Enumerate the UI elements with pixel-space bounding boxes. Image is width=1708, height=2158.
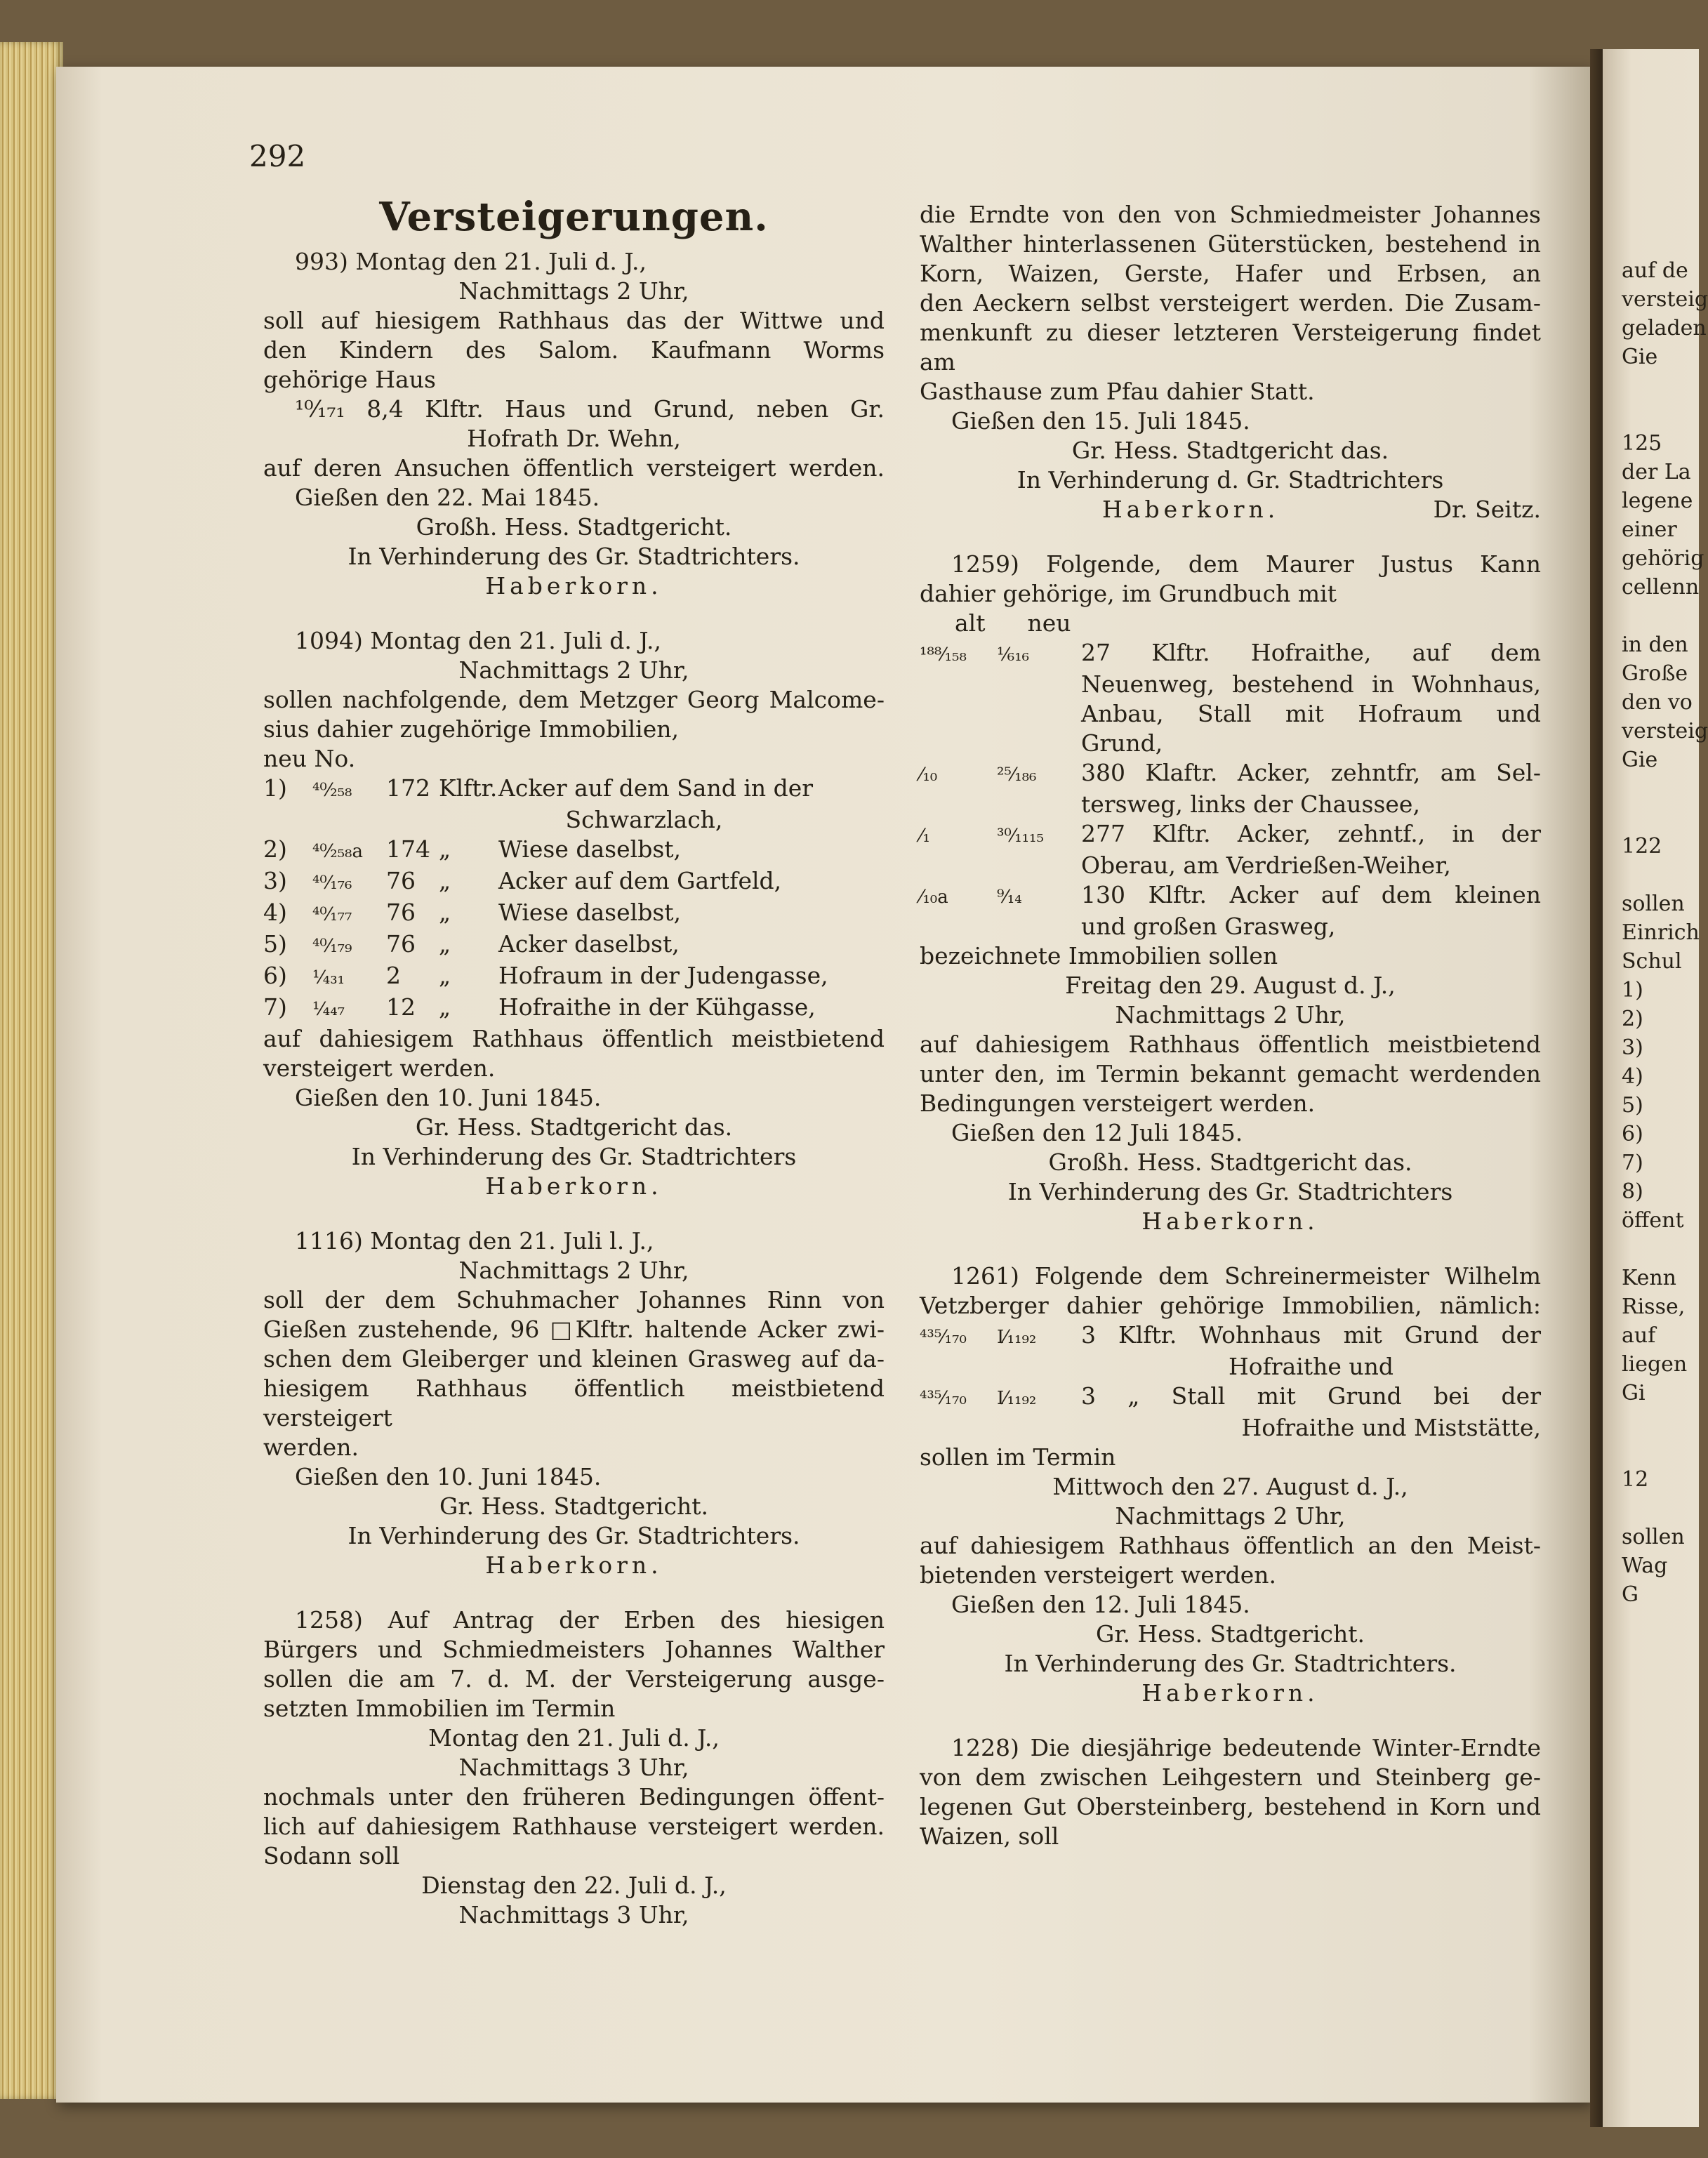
facing-page-line: Große xyxy=(1622,661,1688,686)
notice-header: 1094) Montag den 21. Juli d. J., xyxy=(295,627,662,654)
facing-page-line xyxy=(1622,1494,1699,1523)
facing-page-line: 7) xyxy=(1622,1151,1643,1175)
facing-page-line: versteig xyxy=(1622,287,1708,312)
list-item: ⁴³⁵⁄₁₇₀ I⁄₁₁₉₂ 3 Klftr. Wohnhaus mit Grund der xyxy=(920,1321,1541,1349)
facing-page-line xyxy=(1622,400,1699,429)
facing-page-line: 12 xyxy=(1622,1467,1649,1492)
notice-1228: 1228) Die diesjährige bedeutende Winter-Erndte von dem zwischen Leihgestern und Steinberg ge- legenen Gut Obersteinberg, bestehend in Korn und Waizen, soll xyxy=(920,1734,1541,1850)
facing-page-line xyxy=(1622,803,1699,832)
facing-page-line: den vo xyxy=(1622,690,1693,715)
list-item: ⁄₁₀a ⁹⁄₁₄ 130 Klftr. Acker auf dem kleinen xyxy=(920,881,1541,908)
facing-page-line: Schul xyxy=(1622,949,1682,974)
notice-1259: 1259) Folgende, dem Maurer Justus Kann dahier gehörige, im Grundbuch mit alt neu ¹⁸⁸⁄₁₅₈ ¹⁄₆₁₆ 27 Klftr. Hofraithe, auf dem Neuenweg, bestehend in Wohnhaus, Anbau, Stall mit Hofraum und Grund, ⁄₁₀ ²⁵⁄₁₈₆ 380 Klaftr. Acker, zehntfr, am Sel- tersweg, links der Chaussee, ⁄₁ ³⁰⁄₁₁₁₅ 277 Klftr. Acker, zehntf., in der Oberau, am Verdrießen-Weiher, ⁄₁₀a ⁹⁄₁₄ 130 Klftr. Acker auf dem kleinen und großen Grasweg, bezeichnete Immobilien sollen Freitag den 29. August d. J., Nachmittags 2 Uhr, auf dahiesigem Rathhaus öffentlich meistbietend unter den, im Termin bekannt gemacht werdenden Bedingungen versteigert werden. Gießen den 12 Juli 1845. Großh. Hess. Stadtgericht das. In Verhinderung des Gr. Stadtrichters Haberkorn. xyxy=(920,550,1541,1235)
facing-page-line: Gi xyxy=(1622,1381,1646,1405)
notice-header: 1259) Folgende, dem Maurer Justus Kann xyxy=(951,550,1541,578)
facing-page-line: 125 xyxy=(1622,431,1662,456)
facing-page-line: geladen xyxy=(1622,316,1707,340)
notice-header: 1261) Folgende dem Schreinermeister Wilhelm xyxy=(951,1262,1541,1290)
facing-page-line: Risse, xyxy=(1622,1295,1686,1319)
notice-date: Gießen den 12. Juli 1845. xyxy=(951,1591,1250,1618)
facing-page-line xyxy=(1622,861,1699,889)
facing-page-line: auf xyxy=(1622,1323,1656,1348)
facing-page-line xyxy=(1622,1436,1699,1465)
signature: Haberkorn. xyxy=(485,572,663,600)
facing-page-line: Gie xyxy=(1622,345,1658,369)
facing-page-line: 3) xyxy=(1622,1035,1643,1060)
facing-page-line: auf de xyxy=(1622,258,1688,283)
facing-page-line xyxy=(1622,1408,1699,1436)
facing-page-line xyxy=(1622,602,1699,630)
signature: Haberkorn. xyxy=(485,1172,663,1200)
signature: Haberkorn. xyxy=(1141,1207,1319,1235)
facing-page-line: 122 xyxy=(1622,834,1662,859)
facing-page-line: sollen xyxy=(1622,892,1685,916)
facing-page-line: in den xyxy=(1622,633,1688,657)
facing-page-line: 1) xyxy=(1622,978,1643,1002)
list-item: 7) ¹⁄₄₄₇ 12 „ Hofraithe in der Kühgasse, xyxy=(263,993,816,1021)
facing-page-line: 5) xyxy=(1622,1093,1643,1118)
section-title: Versteigerungen. xyxy=(379,194,769,240)
facing-page-line: G xyxy=(1622,1582,1639,1607)
right-column xyxy=(920,200,1541,1876)
notice-header: 1228) Die diesjährige bedeutende Winter-Erndte xyxy=(951,1734,1541,1761)
facing-page-line xyxy=(1622,774,1699,803)
facing-page-line: 4) xyxy=(1622,1064,1643,1089)
facing-page-line: einer xyxy=(1622,517,1677,542)
facing-page-line: Kenn xyxy=(1622,1266,1677,1290)
list-item: ⁄₁ ³⁰⁄₁₁₁₅ 277 Klftr. Acker, zehntf., in der xyxy=(920,820,1541,847)
facing-page-line xyxy=(1622,371,1699,400)
list-item: ¹⁸⁸⁄₁₅₈ ¹⁄₆₁₆ 27 Klftr. Hofraithe, auf dem xyxy=(920,639,1541,666)
notice-date: Gießen den 10. Juni 1845. xyxy=(295,1084,602,1111)
list-item: 4) ⁴⁰⁄₁₇₇ 76 „ Wiese daselbst, xyxy=(263,899,682,926)
notice-date: Gießen den 10. Juni 1845. xyxy=(295,1463,602,1490)
notice-date: Gießen den 12 Juli 1845. xyxy=(951,1119,1243,1146)
list-item: ⁴³⁵⁄₁₇₀ I⁄₁₁₉₂ 3 „ Stall mit Grund bei der xyxy=(920,1382,1541,1410)
facing-page-line: öffent xyxy=(1622,1208,1684,1233)
notice-1116: 1116) Montag den 21. Juli l. J., Nachmittags 2 Uhr, soll der dem Schuhmacher Johannes Rinn von Gießen zustehende, 96 □Klftr. haltende Acker zwi- schen dem Gleiberger und kleinen Grasweg auf da- hiesigem Rathhaus öffentlich meistbietend versteigert werden. Gießen den 10. Juni 1845. Gr. Hess. Stadtgericht. In Verhinderung des Gr. Stadtrichters. Haberkorn. xyxy=(263,1227,885,1579)
notice-1094: 1094) Montag den 21. Juli d. J., Nachmittags 2 Uhr, sollen nachfolgende, dem Metzger Georg Malcome- sius dahier zugehörige Immobilien, neu No. 1) ⁴⁰⁄₂₅₈ 172 Klftr. Acker auf dem Sand in der Schwarzlach, 2) ⁴⁰⁄₂₅₈a 174 „ Wiese daselbst, 3) ⁴⁰⁄₁₇₆ 76 „ Acker auf dem Gartfeld, 4) ⁴⁰⁄₁₇₇ 76 „ Wiese daselbst, 5) ⁴⁰⁄₁₇₉ 76 „ Acker daselbst, 6) ¹⁄₄₃₁ 2 „ Hofraum in der Judengasse, 7) ¹⁄₄₄₇ 12 „ Hofraithe in der Kühgasse, auf dahiesigem Rathhaus öffentlich meistbietend versteigert werden. Gießen den 10. Juni 1845. Gr. Hess. Stadtgericht das. In Verhinderung des Gr. Stadtrichters Haberkorn. xyxy=(263,627,885,1200)
facing-page-line: gehörig xyxy=(1622,546,1704,571)
facing-page-line: legene xyxy=(1622,489,1693,513)
facing-page-line: Einrich xyxy=(1622,920,1700,945)
signature: Haberkorn. xyxy=(1141,1679,1319,1707)
list-item: 1) ⁴⁰⁄₂₅₈ 172 Klftr. Acker auf dem Sand in der xyxy=(263,774,814,802)
facing-page-line: 6) xyxy=(1622,1122,1643,1146)
facing-page-text xyxy=(1622,256,1708,1609)
facing-page-line: Wag xyxy=(1622,1554,1668,1578)
facing-page-line: der La xyxy=(1622,460,1691,484)
list-item: ⁄₁₀ ²⁵⁄₁₈₆ 380 Klaftr. Acker, zehntfr, am Sel- xyxy=(920,759,1541,786)
notice-header: 1258) Auf Antrag der Erben des hiesigen xyxy=(295,1606,885,1634)
facing-page-line xyxy=(1622,1235,1699,1264)
facing-page-line: versteig xyxy=(1622,719,1708,743)
facing-page-line: sollen xyxy=(1622,1525,1685,1549)
notice-1261: 1261) Folgende dem Schreinermeister Wilhelm Vetzberger dahier gehörige Immobilien, nämlich: ⁴³⁵⁄₁₇₀ I⁄₁₁₉₂ 3 Klftr. Wohnhaus mit Grund der Hofraithe und ⁴³⁵⁄₁₇₀ I⁄₁₁₉₂ 3 „ Stall mit Grund bei der Hofraithe und Miststätte, sollen im Termin Mittwoch den 27. August d. J., Nachmittags 2 Uhr, auf dahiesigem Rathhaus öffentlich an den Meist- bietenden versteigert werden. Gießen den 12. Juli 1845. Gr. Hess. Stadtgericht. In Verhinderung des Gr. Stadtrichters. Haberkorn. xyxy=(920,1262,1541,1707)
notice-1258-continued: die Erndte von den von Schmiedmeister Johannes Walther hinterlassenen Güterstücken, bestehend in Korn, Waizen, Gerste, Hafer und Erbsen, an den Aeckern selbst versteigert werden. Die Zusam- menkunft zu dieser letzteren Versteigerung findet am Gasthause zum Pfau dahier Statt. Gießen den 15. Juli 1845. Gr. Hess. Stadtgericht das. In Verhinderung d. Gr. Stadtrichters Haberkorn. Dr. Seitz. xyxy=(920,201,1541,523)
notice-date: Gießen den 22. Mai 1845. xyxy=(295,484,600,511)
list-item: 3) ⁴⁰⁄₁₇₆ 76 „ Acker auf dem Gartfeld, xyxy=(263,867,782,894)
list-item: 5) ⁴⁰⁄₁₇₉ 76 „ Acker daselbst, xyxy=(263,930,680,958)
facing-page-line: Gie xyxy=(1622,748,1658,772)
notice-993: 993) Montag den 21. Juli d. J., Nachmittags 2 Uhr, soll auf hiesigem Rathhaus das der Wittwe und den Kindern des Salom. Kaufmann Worms gehörige Haus ¹⁰⁄₁₇₁ 8,4 Klftr. Haus und Grund, neben Gr. Hofrath Dr. Wehn, auf deren Ansuchen öffentlich versteigert werden. Gießen den 22. Mai 1845. Großh. Hess. Stadtgericht. In Verhinderung des Gr. Stadtrichters. Haberkorn. xyxy=(263,248,885,600)
notice-header: 1116) Montag den 21. Juli l. J., xyxy=(295,1227,654,1255)
notice-header: 993) Montag den 21. Juli d. J., xyxy=(295,248,647,275)
facing-page-line: liegen xyxy=(1622,1352,1688,1377)
parcel-list: 1) ⁴⁰⁄₂₅₈ 172 Klftr. Acker auf dem Sand in der Schwarzlach, 2) ⁴⁰⁄₂₅₈a 174 „ Wiese daselbst, 3) ⁴⁰⁄₁₇₆ 76 „ Acker auf dem Gartfeld, 4) ⁴⁰⁄₁₇₇ 76 „ Wiese daselbst, 5) ⁴⁰⁄₁₇₉ 76 „ Acker daselbst, 6) ¹⁄₄₃₁ 2 „ Hofraum in der Judengasse, 7) ¹⁄₄₄₇ 12 „ Hofraithe in der Kühgasse, xyxy=(263,774,885,1024)
page-number: 292 xyxy=(249,139,306,173)
signature-secondary: Dr. Seitz. xyxy=(1433,496,1541,523)
signature: Haberkorn. xyxy=(485,1551,663,1579)
facing-page-line: 8) xyxy=(1622,1179,1643,1204)
notice-date: Gießen den 15. Juli 1845. xyxy=(951,407,1250,435)
book-page-edges xyxy=(0,42,63,2099)
list-item: 2) ⁴⁰⁄₂₅₈a 174 „ Wiese daselbst, xyxy=(263,835,682,863)
list-item: 6) ¹⁄₄₃₁ 2 „ Hofraum in der Judengasse, xyxy=(263,962,828,989)
column-headers: alt neu xyxy=(955,609,1071,637)
facing-page-line: 2) xyxy=(1622,1007,1643,1031)
signature-line xyxy=(920,495,1541,524)
facing-page-line: cellenn xyxy=(1622,575,1700,600)
book-gutter xyxy=(1590,49,1604,2127)
left-column xyxy=(263,140,885,1955)
signature: Haberkorn. xyxy=(1102,496,1280,523)
notice-1258: 1258) Auf Antrag der Erben des hiesigen Bürgers und Schmiedmeisters Johannes Walther sollen die am 7. d. M. der Versteigerung ausge- setzten Immobilien im Termin Montag den 21. Juli d. J., Nachmittags 3 Uhr, nochmals unter den früheren Bedingungen öffent- lich auf dahiesigem Rathhause versteigert werden. Sodann soll Dienstag den 22. Juli d. J., Nachmittags 3 Uhr, xyxy=(263,1606,885,1928)
